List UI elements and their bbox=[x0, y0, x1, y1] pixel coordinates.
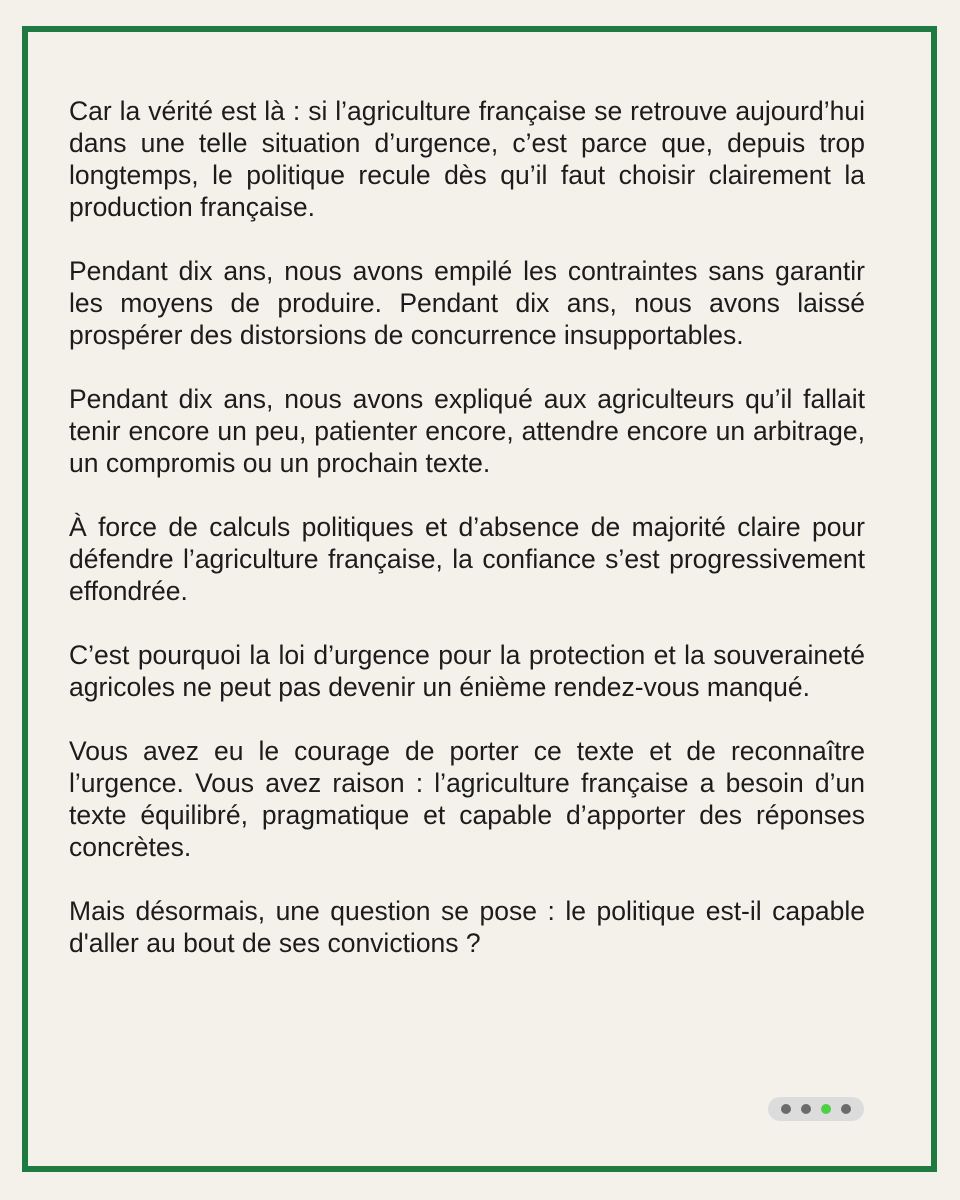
pager-dot-3[interactable] bbox=[821, 1104, 831, 1114]
paragraph-4: À force de calculs politiques et d’absence de majorité claire pour défendre l’agriculture française, la confiance s’est progressivement effondrée. bbox=[69, 512, 865, 606]
carousel-pager bbox=[768, 1097, 864, 1121]
paragraph-3: Pendant dix ans, nous avons expliqué aux agriculteurs qu’il fallait tenir encore un peu, patienter encore, attendre encore un arbitrage, un compromis ou un prochain texte. bbox=[69, 384, 865, 478]
paragraph-6: Vous avez eu le courage de porter ce texte et de reconnaître l’urgence. Vous avez raison : l’agriculture française a besoin d’un texte équilibré, pragmatique et capable d’apporter des réponses concrètes. bbox=[69, 736, 865, 862]
paragraph-7: Mais désormais, une question se pose : le politique est-il capable d'aller au bout de ses convictions ? bbox=[69, 896, 865, 958]
paragraph-1: Car la vérité est là : si l’agriculture française se retrouve aujourd’hui dans une telle situation d’urgence, c’est parce que, depuis trop longtemps, le politique recule dès qu’il faut choisir clairement la production française. bbox=[69, 96, 865, 222]
pager-dot-2[interactable] bbox=[801, 1104, 811, 1114]
pager-dot-4[interactable] bbox=[841, 1104, 851, 1114]
pager-dot-1[interactable] bbox=[781, 1104, 791, 1114]
paragraph-2: Pendant dix ans, nous avons empilé les contraintes sans garantir les moyens de produire. Pendant dix ans, nous avons laissé prospérer des distorsions de concurrence insupportables. bbox=[69, 256, 865, 350]
document-body bbox=[69, 95, 865, 991]
paragraph-5: C’est pourquoi la loi d’urgence pour la protection et la souveraineté agricoles ne peut pas devenir un énième rendez-vous manqué. bbox=[69, 640, 865, 702]
